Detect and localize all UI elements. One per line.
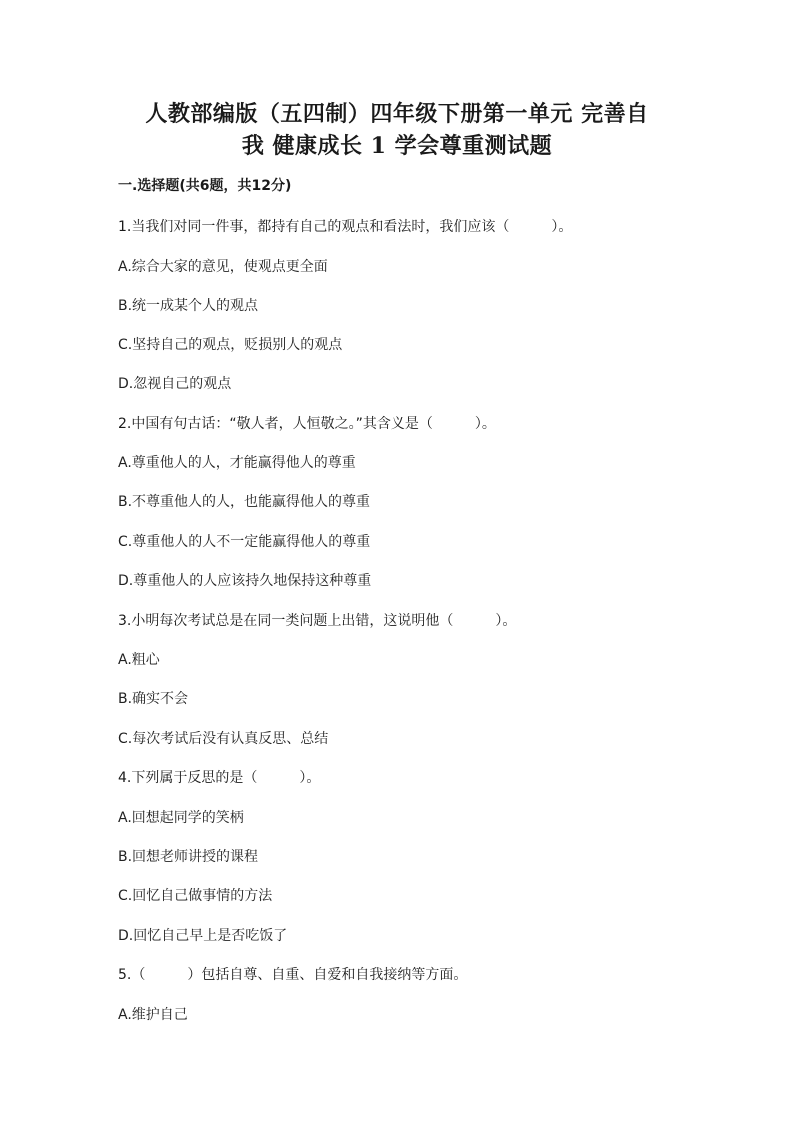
question-2-option-a: A.尊重他人的人，才能赢得他人的尊重 (118, 455, 356, 471)
question-1-option-d: D.忽视自己的观点 (118, 376, 232, 392)
question-4-text: 4.下列属于反思的是（ ）。 (118, 770, 321, 786)
question-1-option-a: A.综合大家的意见，使观点更全面 (118, 259, 328, 275)
question-5-text: 5.（ ）包括自尊、自重、自爱和自我接纳等方面。 (118, 967, 468, 983)
question-3-text: 3.小明每次考试总是在同一类问题上出错，这说明他（ ）。 (118, 613, 517, 629)
question-3-option-c: C.每次考试后没有认真反思、总结 (118, 731, 329, 747)
question-4-option-d: D.回忆自己早上是否吃饭了 (118, 928, 288, 944)
question-2-text: 2.中国有句古话：“敬人者，人恒敬之。”其含义是（ ）。 (118, 416, 496, 432)
question-1-option-c: C.坚持自己的观点，贬损别人的观点 (118, 337, 343, 353)
section-heading: 一.选择题(共6题，共12分) (118, 178, 292, 194)
document-title-line-2: 我 健康成长 1 学会尊重测试题 (241, 133, 553, 159)
question-2-option-c: C.尊重他人的人不一定能赢得他人的尊重 (118, 534, 371, 550)
question-2-option-b: B.不尊重他人的人，也能赢得他人的尊重 (118, 494, 371, 510)
question-3-option-b: B.确实不会 (118, 691, 189, 707)
question-1-option-b: B.统一成某个人的观点 (118, 298, 259, 314)
document-title-line-1: 人教部编版（五四制）四年级下册第一单元 完善自 (145, 101, 649, 127)
question-4-option-c: C.回忆自己做事情的方法 (118, 888, 273, 904)
question-1-text: 1.当我们对同一件事，都持有自己的观点和看法时，我们应该（ ）。 (118, 219, 573, 235)
question-2-option-d: D.尊重他人的人应该持久地保持这种尊重 (118, 573, 372, 589)
question-4-option-a: A.回想起同学的笑柄 (118, 810, 244, 826)
question-5-option-a: A.维护自己 (118, 1007, 188, 1023)
question-4-option-b: B.回想老师讲授的课程 (118, 849, 259, 865)
question-3-option-a: A.粗心 (118, 652, 160, 668)
